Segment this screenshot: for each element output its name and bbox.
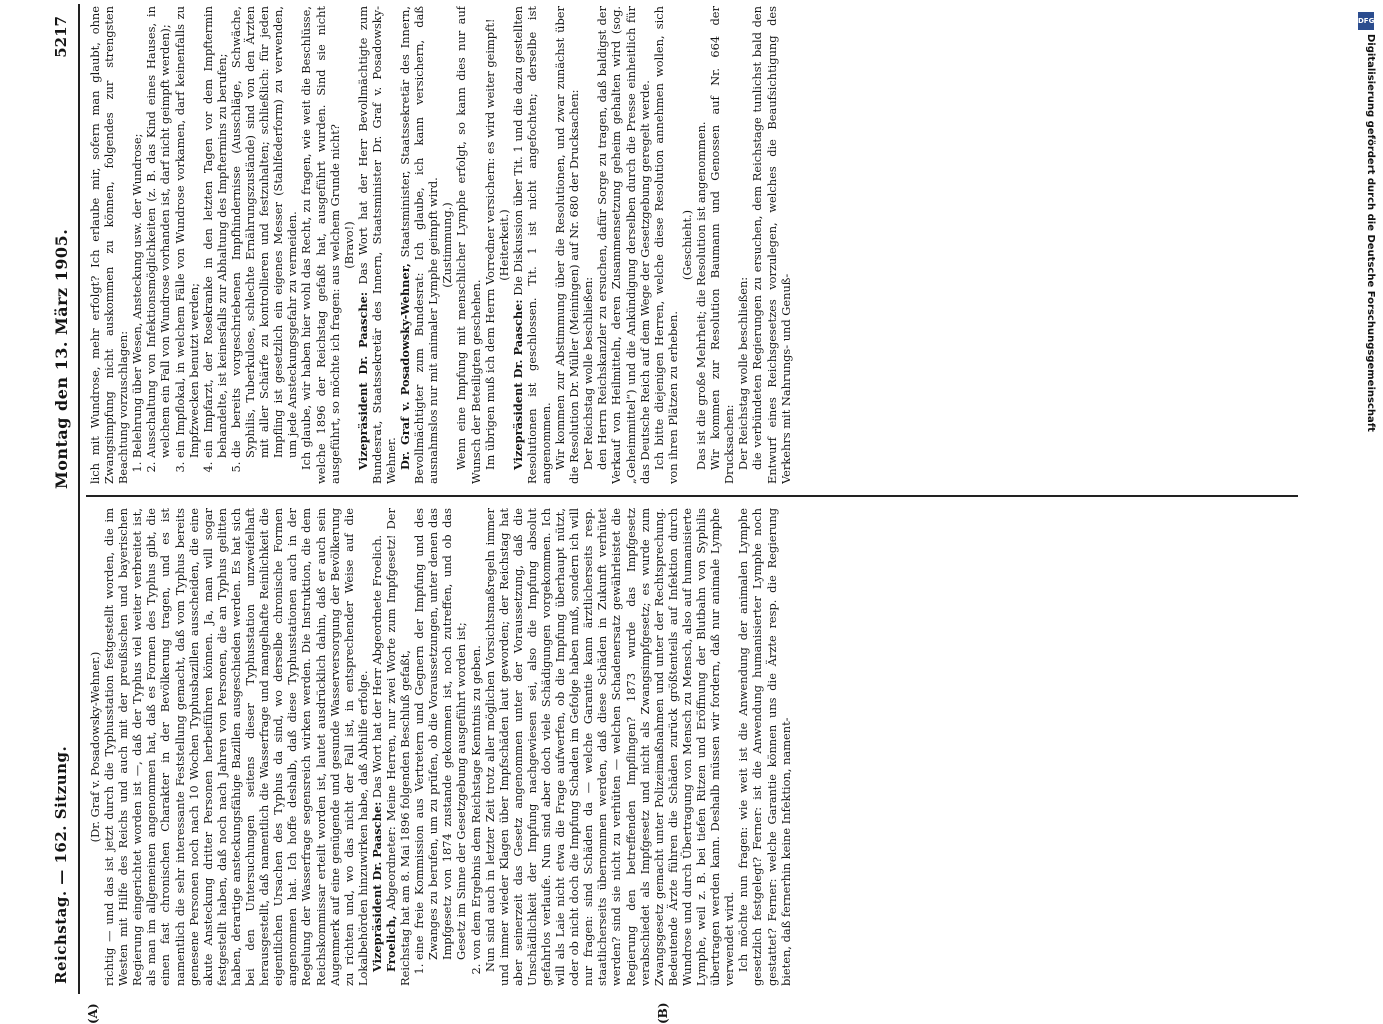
paragraph: Wir kommen zur Resolution Baumann und Genossen auf Nr. 664 der Drucksachen:: [708, 6, 736, 484]
quote-text: die verbündeten Regierungen zu ersuchen, dem Reichstage tunlichst bald den Entwurf eines Reichsgesetzes vorzulegen, welches die Beaufsichtigung des Verkehrs mit Nahrungs- und Genuß-: [750, 6, 792, 484]
speaker-paragraph: [511, 6, 553, 484]
paragraph: richtig — und das ist jetzt durch die Typhusstation festgestellt worden, die im Westen mit Hilfe des Reichs und auch mit der preußischen und bayerischen Regierung eingerichtet worden ist —, daß der Typhus viel weiter verbreitet ist, als man im allgemeinen angenommen hat, daß es Formen des Typhus gibt, die einen fast chronischen Charakter in der Bevölkerung tragen, und es ist namentlich die sehr interessante Feststellung gemacht, daß vom Typhus bereits genesene Personen noch nach 10 Wochen Typhusbazillen ausscheiden, die eine akute Ansteckung dritter Personen herbeiführen können. Ja, man will sogar festgestellt haben, daß noch nach Jahren von Personen, die an Typhus gelitten haben, derartige ansteckungsfähige Bazillen ausgeschieden werden. Es hat sich bei den Untersuchungen seitens dieser Typhusstation unzweifelhaft herausgestellt, daß namentlich die Wasserfrage und mangelhafte Reinlichkeit die eigentlichen Ursachen des Typhus da sind, wo derselbe chronische Formen angenommen hat. Ich hoffe deshalb, daß diese Typhusstationen auch in der Regelung der Wasserfrage segensreich wirken werden. Die Instruktion, die dem Reichskommissar erteilt worden ist, lautet ausdrücklich dahin, daß er auch sein Augenmerk auf eine genügende und gesunde Wasserversorgung der Bevölkerung zu richten und, wo das nicht der Fall ist, in entsprechender Weise auf die Lokalbehörden hinzuwirken habe, daß Abhilfe erfolge.: [102, 508, 370, 986]
left-column: [88, 508, 1298, 986]
list-item: 3. ein Impflokal, in welchem Fälle von Wundrose vorkamen, darf keinenfalls zu Impfzwecken benutzt werden;: [173, 6, 201, 458]
right-column: [88, 6, 1298, 484]
paragraph-text: Abgeordneter: Meine Herren, nur zwei Worte zum Impfgesetz! Der Reichstag hat am 8. Mai 1896 folgenden Beschluß gefaßt,: [384, 508, 412, 986]
paragraph-text: Die Diskussion über Tit. 1 und die dazu gestellten Resolutionen ist geschlossen. Tit. 1 ist nicht angefochten; derselbe ist angenommen.: [511, 6, 553, 484]
reaction: (Geschieht.): [680, 6, 694, 484]
reaction: (Bravo!): [342, 6, 356, 484]
speaker-paragraph: [370, 508, 384, 986]
paragraph: Ich möchte nun fragen: wie weit ist die Anwendung der animalen Lymphe gesetzlich festgelegt? Ferner: ist die Anwendung humanisierter Lymphe noch gestattet? Ferner: welche Garantie können uns die Ärzte resp. die Regierung bieten, daß fernerhin keine Infektion, nament-: [736, 508, 792, 986]
rotated-page: [46, 4, 1306, 994]
paragraph: Wenn eine Impfung mit menschlicher Lymphe erfolgt, so kann dies nur auf Wunsch der Beteiligten geschehen.: [454, 6, 482, 484]
page-number: 5217: [52, 16, 70, 58]
header-session: Reichstag. — 162. Sitzung.: [52, 746, 70, 984]
speaker-paragraph: [398, 6, 440, 484]
header-date: Montag den 13. März 1905.: [52, 229, 71, 489]
list-item: 5. die bereits vorgeschriebenen Impfhindernisse (Ausschläge, Schwäche, Syphilis, Tuberkulose, schlechte Ernährungszustände) sind von den Ärzten mit aller Schärfe zu kontrollieren und festzuhalten; schließlich: für jeden Impfling ist gesetzlich ein eigenes Messer (Stahlfederform) zu verwenden, um jede Ansteckungsgefahr zu vermeiden.: [229, 6, 299, 458]
reaction: (Heiterkeit.): [497, 6, 511, 484]
paragraph: Nun sind auch in letzter Zeit trotz aller möglichen Vorsichtsmaßregeln immer und immer wieder Klagen über Impfschäden laut geworden; der Reichstag hat aber seinerzeit das Gesetz angenommen unter der Voraussetzung, daß die Unschädlichkeit der Impfung nachgewiesen sei, also die Impfung absolut gefahrlos verlaufe. Nun sind aber doch viele Schädigungen vorgekommen. Ich will als Laie nicht etwa die Frage aufwerfen, ob die Impfung überhaupt nützt, oder ob nicht doch die Impfung Schaden im Gefolge haben muß, sondern ich will nur fragen: sind Schäden da — welche Garantie kann ärztlicherseits resp. staatlicherseits übernommen werden, daß diese Schäden in Zukunft verhütet werden? sind sie nicht zu verhüten — welchen Schadenersatz gewährleistet die Regierung den betreffenden Impflingen? 1873 wurde das Impfgesetz verabschiedet als Impfgesetz und nicht als Zwangsimpfgesetz; es wurde zum Zwangsgesetz gemacht unter Polizeimaßnahmen und unter der Rechtsprechung. Bedeutende Ärzte führen die Schäden zurück größtenteils auf Infektion durch Wundrose und durch Übertragung von Mensch zu Mensch, also auf humanisierte Lymphe, weil z. B. bei tiefen Ritzen und Eröffnung der Blutbahn von Syphilis übertragen werden kann. Deshalb müssen wir fordern, daß nur animale Lymphe verwendet wird.: [483, 508, 737, 986]
resolution-list: [412, 508, 482, 986]
speaker-name: Vizepräsident Dr. Paasche:: [356, 292, 370, 470]
speaker-name: Vizepräsident Dr. Paasche:: [511, 299, 525, 470]
header-rule: [78, 4, 80, 994]
quote-heading: Der Reichstag wolle beschließen:: [736, 6, 750, 484]
speaker-paragraph: [356, 6, 398, 484]
dfg-logo: DFG: [1358, 12, 1374, 30]
paragraph-text: Das Wort hat der Herr Bevollmächtigte zum Bundesrat, Staatssekretär des Innern, Staatsminister Dr. Graf v. Posadowsky-Wehner.: [356, 6, 398, 484]
paragraph: Wir kommen zur Abstimmung über die Resolutionen, und zwar zunächst über die Resolution Dr. Müller (Meiningen) auf Nr. 680 der Drucksachen:: [553, 6, 581, 484]
speaker-paragraph: [384, 508, 412, 986]
list-item: 1. Belehrung über Wesen, Ansteckung usw. der Wundrose;: [130, 6, 144, 458]
quote-text: den Herrn Reichskanzler zu ersuchen, dafür Sorge zu tragen, daß baldigst der Verkauf von Heilmitteln, deren Zusammensetzung geheim gehalten wird (sog. „Geheimmittel“) und die Ankündigung derselben durch die Presse einheitlich für das Deutsche Reich auf dem Wege der Gesetzgebung geregelt werde.: [595, 6, 651, 484]
speaker-name: Froelich,: [384, 915, 398, 972]
masthead: [46, 4, 80, 994]
column-divider: [86, 495, 1298, 497]
reaction: (Zustimmung.): [440, 6, 454, 484]
list-item: 2. von dem Ergebnis dem Reichstage Kenntnis zu geben.: [469, 508, 483, 960]
speaker-continued: (Dr. Graf v. Posadowsky-Wehner.): [88, 508, 102, 986]
funding-note: [1338, 12, 1374, 990]
paragraph: Ich bitte diejenigen Herren, welche diese Resolution annehmen wollen, sich von ihren Plätzen zu erheben.: [652, 6, 680, 484]
paragraph: lich mit Wundrose, mehr erfolgt? Ich erlaube mir, sofern man glaubt, ohne Zwangsimpfung nicht auskommen zu können, folgendes zur strengsten Beachtung vorzuschlagen:: [88, 6, 130, 484]
list-item: 2. Ausschaltung von Infektionsmöglichkeiten (z. B. das Kind eines Hauses, in welchem ein Fall von Wundrose vorhanden ist, darf nicht geimpft werden);: [144, 6, 172, 458]
paragraph: Im übrigen muß ich dem Herrn Vorredner versichern: es wird weiter geimpft!: [483, 6, 497, 484]
list-item: 4. ein Impfarzt, der Rosekranke in den letzten Tagen vor dem Impftermin behandelte, ist keinesfalls zur Abhaltung des Impftermins zu berufen;: [201, 6, 229, 458]
list-item: 1. eine freie Kommission aus Vertretern und Gegnern der Impfung und des Zwanges zu berufen, um zu prüfen, ob die Voraussetzungen, unter denen das Impfgesetz von 1874 zustande gekommen ist, noch zutreffen, und ob das Gesetz im Sinne der Gesetzgebung ausgeführt worden ist;: [412, 508, 468, 960]
paragraph: Ich glaube, wir haben hier wohl das Recht, zu fragen, wie weit die Beschlüsse, welche 1896 der Reichstag gefaßt hat, ausgeführt wurden. Sind sie nicht ausgeführt, so möchte ich fragen: aus welchem Grunde nicht?: [299, 6, 341, 484]
funding-text: Digitalisierung gefördert durch die Deutsche Forschungsgemeinschaft: [1356, 34, 1376, 634]
paragraph: Das ist die große Mehrheit; die Resolution ist angenommen.: [694, 6, 708, 484]
paragraph-text: Staatsminister, Staatssekretär des Innern, Bevollmächtigter zum Bundesrat: Ich glaube, ich kann versichern, daß ausnahmslos nur mit animaler Lymphe geimpft wird.: [398, 6, 440, 484]
speaker-name: Vizepräsident Dr. Paasche:: [370, 802, 384, 972]
margin-label-b: (B): [656, 1003, 670, 1024]
margin-label-a: (A): [86, 1003, 100, 1024]
quote-heading: Der Reichstag wolle beschließen:: [581, 6, 595, 484]
proposal-list: [130, 6, 299, 484]
paragraph-text: Das Wort hat der Herr Abgeordnete Froelich.: [370, 535, 384, 798]
speaker-name: Dr. Graf v. Posadowsky-Wehner,: [398, 263, 412, 470]
